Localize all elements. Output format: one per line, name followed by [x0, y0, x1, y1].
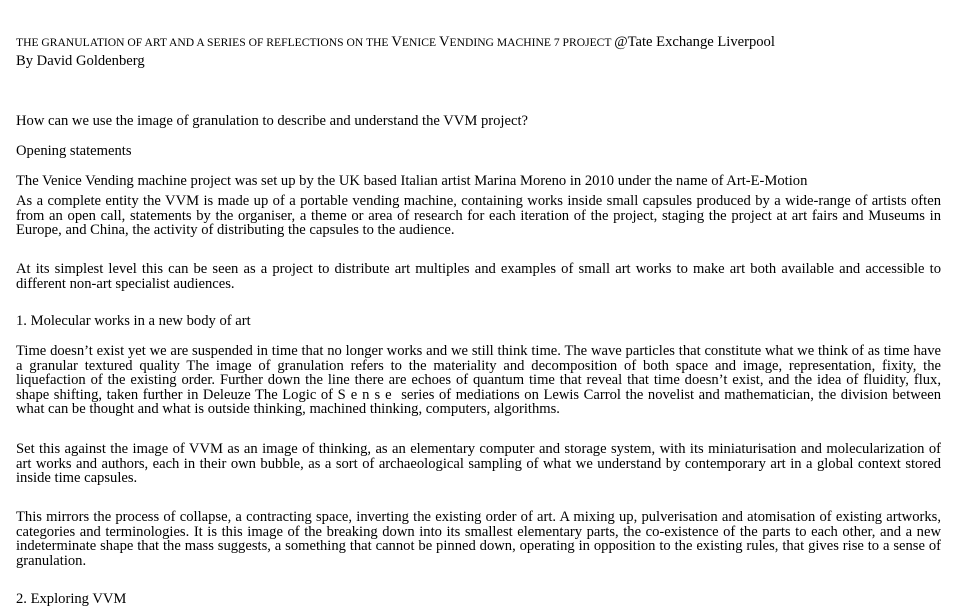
- paragraph-time-text-2: series of mediations on Lewis Carrol the novelist and mathematician, the division between what can be thought and what is outside thinking, machined thinking, computers, algorithms.: [16, 386, 941, 418]
- byline: By David Goldenberg: [16, 53, 145, 69]
- paragraph-vvm-image: Set this against the image of VVM as an image of thinking, as an elementary computer and storage system, with its miniaturisation and molecularization of art works and authors, each in their own bubble, as a sort of archaeological sampling of what we understand by contemporary art in a global context stored inside time capsules.: [16, 441, 941, 487]
- document-title: [16, 34, 775, 51]
- intro-sentence: The Venice Vending machine project was set up by the UK based Italian artist Marina Moreno in 2010 under the name of Art-E-Motion: [16, 173, 808, 189]
- section-1-heading: 1. Molecular works in a new body of art: [16, 313, 251, 329]
- paragraph-simplest-level: At its simplest level this can be seen as a project to distribute art multiples and examples of small art works to make art both available and accessible to different non-art specialist audiences.: [16, 261, 941, 292]
- question-line: How can we use the image of granulation to describe and understand the VVM project?: [16, 113, 528, 129]
- paragraph-collapse: This mirrors the process of collapse, a contracting space, inverting the existing order of art. A mixing up, pulverisation and atomisation of existing artworks, categories and terminologies. It is this image of the breaking down into its smallest elementary parts, the co-existence of the parts to each other, and a new indeterminate shape that the mass suggests, a something that cannot be pinned down, operating in opposition to the existing rules, that gives rise to a sense of granulation.: [16, 509, 941, 569]
- paragraph-time-spaced-word: Sense: [337, 386, 397, 403]
- title-smallcaps-1: THE GRANULATION OF ART AND A SERIES OF REFLECTIONS ON THE: [16, 36, 392, 49]
- paragraph-complete-entity: As a complete entity the VVM is made up of a portable vending machine, containing works inside small capsules produced by a wide-range of artists often from an open call, statements by the organiser, a theme or area of research for each iteration of the project, staging the project at art fairs and Museums in Europe, and China, the activity of distributing the capsules to the audience.: [16, 193, 941, 239]
- opening-heading: Opening statements: [16, 143, 132, 159]
- title-venue: @Tate Exchange Liverpool: [614, 34, 775, 50]
- title-smallcaps-2: ENICE: [401, 36, 439, 49]
- paragraph-time: [16, 344, 941, 417]
- title-cap-v-2: V: [438, 34, 450, 50]
- section-2-heading: 2. Exploring VVM: [16, 591, 127, 607]
- title-smallcaps-3: ENDING MACHINE 7 PROJECT: [449, 36, 615, 49]
- title-cap-v-1: V: [391, 34, 402, 50]
- paragraph-time-text-1: Time doesn’t exist yet we are suspended in time that no longer works and we still think time. The wave particles that constitute what we think of as time have a granular textured quality The image of granulation refers to the materiality and decomposition of both space and image, representation, fixity, the liquefaction of the existing order. Further down the line there are echoes of quantum time that reveal that time doesn’t exist, and the idea of fluidity, flux, shape shifting, taken further in Deleuze The Logic of: [16, 343, 941, 403]
